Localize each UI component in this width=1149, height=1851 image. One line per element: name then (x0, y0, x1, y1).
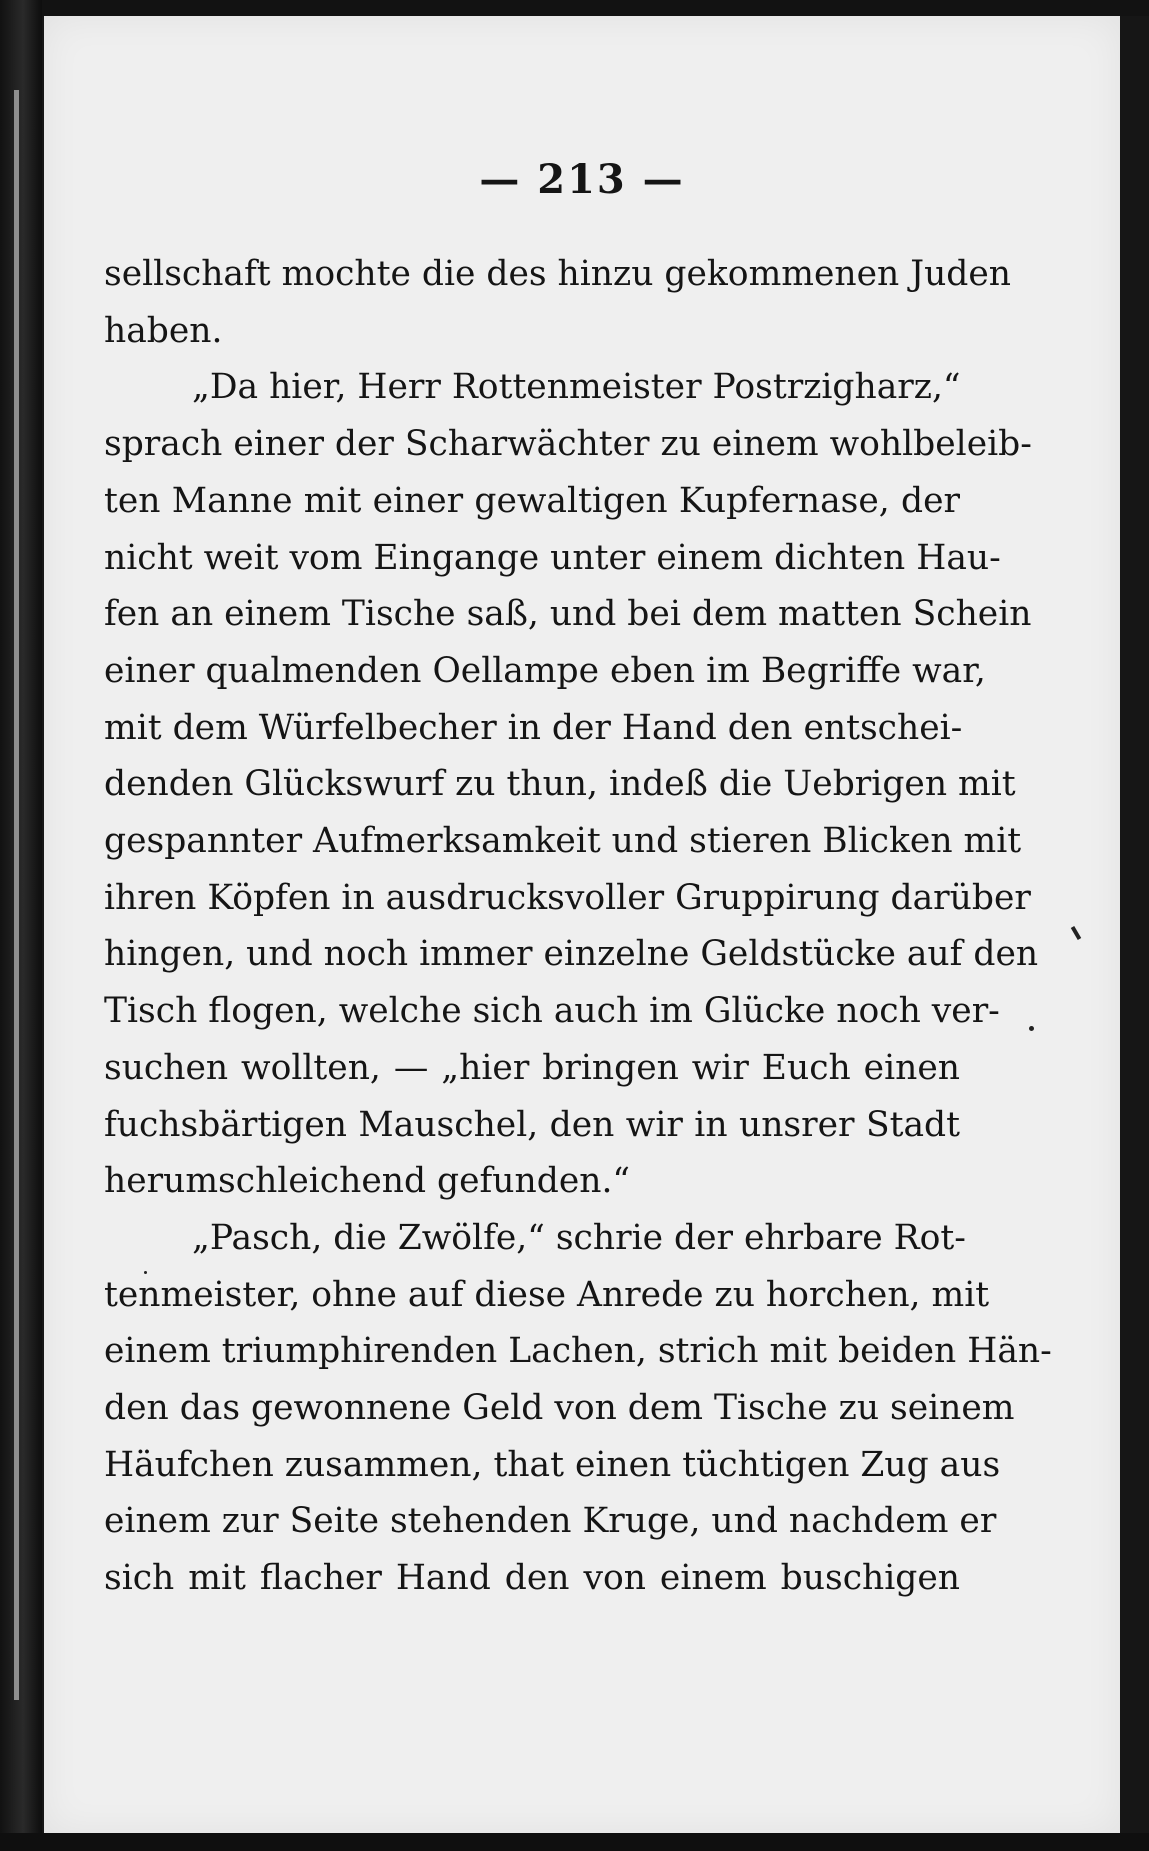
text-line: sich mit flacher Hand den von einem buschigen (104, 1558, 960, 1599)
text-line: einem triumphirenden Lachen, strich mit beiden Hän- (104, 1331, 1052, 1372)
scan-top-border (0, 0, 1149, 16)
text-line: Tisch flogen, welche sich auch im Glücke noch ver- (104, 991, 1000, 1032)
scan-speck (1071, 926, 1081, 940)
text-line: suchen wollten, — „hier bringen wir Euch einen (104, 1047, 960, 1088)
text-line: Häufchen zusammen, that einen tüchtigen Zug aus (104, 1444, 1001, 1485)
text-line: ihren Köpfen in ausdrucksvoller Gruppirung darüber (104, 877, 1031, 918)
facing-page-edge (0, 0, 42, 1851)
text-line: einer qualmenden Oellampe eben im Begriffe war, (104, 650, 986, 691)
text-line: ten Manne mit einer gewaltigen Kupfernase, der (104, 480, 960, 521)
text-line: denden Glückswurf zu thun, indeß die Uebrigen mit (104, 764, 1016, 805)
text-line: sprach einer der Scharwächter zu einem wohlbeleib- (104, 424, 1032, 465)
text-line: den das gewonnene Geld von dem Tische zu seinem (104, 1388, 1015, 1429)
text-line: mit dem Würfelbecher in der Hand den entschei- (104, 707, 963, 748)
text-line: nicht weit vom Eingange unter einem dichten Hau- (104, 537, 1001, 578)
text-line: haben. (104, 310, 223, 351)
text-line: „Pasch, die Zwölfe,“ schrie der ehrbare Rot- (192, 1217, 966, 1258)
text-line: fen an einem Tische saß, und bei dem matten Schein (104, 594, 1032, 635)
text-line: „Da hier, Herr Rottenmeister Postrzigharz,“ (192, 367, 961, 408)
text-line: einem zur Seite stehenden Kruge, und nachdem er (104, 1501, 997, 1542)
text-line: tenmeister, ohne auf diese Anrede zu horchen, mit (104, 1274, 990, 1315)
text-line: gespannter Aufmerksamkeit und stieren Blicken mit (104, 821, 1022, 862)
text-line: hingen, und noch immer einzelne Geldstücke auf den (104, 934, 1039, 975)
text-line: herumschleichend gefunden.“ (104, 1161, 631, 1202)
page-body-text (104, 246, 1052, 1607)
page-number-header: — 213 — (479, 156, 685, 203)
facing-page-paper-edge (14, 90, 19, 1700)
text-line: sellschaft mochte die des hinzu gekommenen Juden (104, 254, 1012, 294)
book-page (44, 16, 1120, 1834)
scan-speck (1029, 1026, 1034, 1031)
scan-bottom-border (0, 1833, 1149, 1851)
text-line: fuchsbärtigen Mauschel, den wir in unsrer Stadt (104, 1104, 960, 1145)
scan-speck (144, 1271, 147, 1274)
